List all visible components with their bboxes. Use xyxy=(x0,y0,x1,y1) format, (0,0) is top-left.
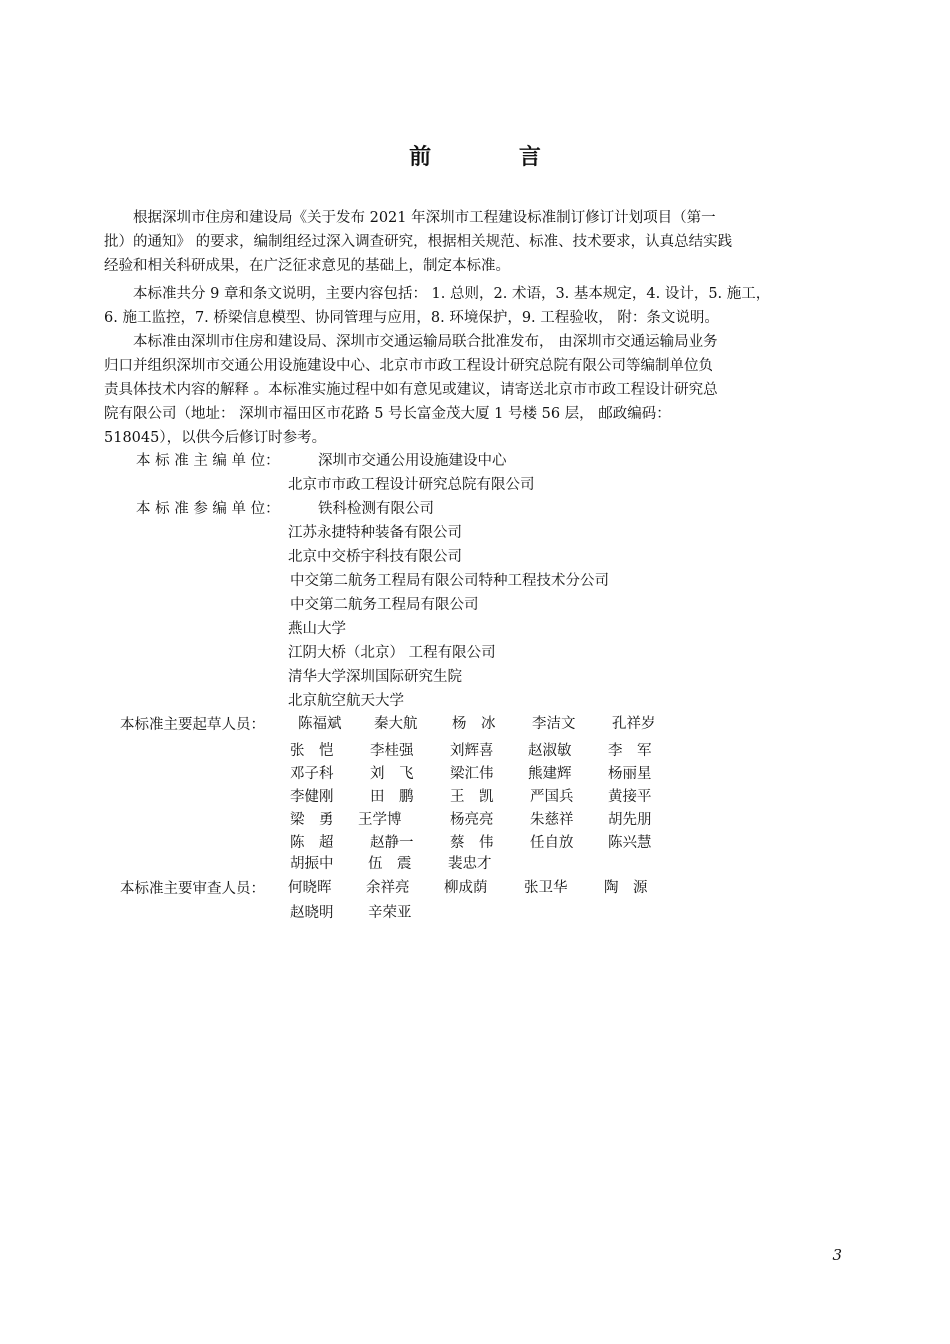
drafters-row xyxy=(290,809,652,832)
participating-unit: 铁科检测有限公司 xyxy=(318,501,434,517)
person-name: 蔡 伟 xyxy=(450,835,494,851)
paragraph-1 xyxy=(104,206,846,278)
drafters-row xyxy=(298,713,656,736)
page-number: 3 xyxy=(832,1246,842,1264)
person-name: 梁汇伟 xyxy=(450,766,494,782)
person-name: 王 凯 xyxy=(450,789,494,805)
person-name: 李洁文 xyxy=(532,716,576,732)
participating-unit: 清华大学深圳国际研究生院 xyxy=(288,669,462,685)
drafters-row xyxy=(290,763,652,786)
paragraph-line: 本标准共分 9 章和条文说明，主要内容包括： 1. 总则，2. 术语，3. 基本规定，4. 设计，5. 施工， xyxy=(133,286,771,302)
person-name: 陶 源 xyxy=(604,880,648,896)
participating-unit: 北京航空航天大学 xyxy=(288,693,404,709)
paragraph-line: 6. 施工监控，7. 桥梁信息模型、协同管理与应用，8. 环境保护，9. 工程验收， 附：条文说明。 xyxy=(104,310,719,326)
reviewers-label: 本标准主要审查人员： xyxy=(120,881,265,897)
participating-units-label: 本 标 准 参 编 单 位： xyxy=(136,501,280,517)
person-name: 任自放 xyxy=(530,835,574,851)
person-name: 严国兵 xyxy=(530,789,574,805)
person-name: 邓子科 xyxy=(290,766,334,782)
chief-units-label: 本 标 准 主 编 单 位： xyxy=(136,453,280,469)
person-name: 刘 飞 xyxy=(370,766,414,782)
person-name: 黄接平 xyxy=(608,789,652,805)
participating-unit: 燕山大学 xyxy=(288,621,346,637)
paragraph-line: 责具体技术内容的解释 。本标准实施过程中如有意见或建议，请寄送北京市市政工程设计研究总 xyxy=(104,382,718,398)
paragraph-line: 本标准由深圳市住房和建设局、深圳市交通运输局联合批准发布， 由深圳市交通运输局业务 xyxy=(133,334,718,350)
person-name: 张卫华 xyxy=(524,880,568,896)
drafters-row xyxy=(290,740,652,763)
reviewers-row xyxy=(290,902,412,925)
person-name: 赵淑敏 xyxy=(528,743,572,759)
person-name: 朱慈祥 xyxy=(530,812,574,828)
person-name: 何晓晖 xyxy=(288,880,332,896)
person-name: 杨亮亮 xyxy=(450,812,494,828)
person-name: 李桂强 xyxy=(370,743,414,759)
page-title: 前 言 xyxy=(409,145,581,170)
chief-unit: 深圳市交通公用设施建设中心 xyxy=(318,453,507,469)
person-name: 余祥亮 xyxy=(366,880,410,896)
person-name: 赵晓明 xyxy=(290,905,334,921)
paragraph-3 xyxy=(104,330,846,450)
participating-unit: 中交第二航务工程局有限公司 xyxy=(290,597,479,613)
person-name: 孔祥岁 xyxy=(612,716,656,732)
paragraph-line: 根据深圳市住房和建设局《关于发布 2021 年深圳市工程建设标准制订修订计划项目（第一 xyxy=(133,210,716,226)
person-name: 赵静一 xyxy=(370,835,414,851)
person-name: 田 鹏 xyxy=(370,789,414,805)
paragraph-line: 批）的通知》 的要求，编制组经过深入调查研究，根据相关规范、标准、技术要求，认真总结实践 xyxy=(104,234,733,250)
drafters-row xyxy=(290,832,652,855)
chief-unit: 北京市市政工程设计研究总院有限公司 xyxy=(288,477,535,493)
person-name: 裴忠才 xyxy=(448,856,492,872)
person-name: 陈 超 xyxy=(290,835,334,851)
participating-unit: 江苏永捷特种装备有限公司 xyxy=(288,525,462,541)
drafters-label: 本标准主要起草人员： xyxy=(120,717,265,733)
paragraph-line: 518045），以供今后修订时参考。 xyxy=(104,430,327,446)
drafters-row xyxy=(290,786,652,809)
person-name: 陈兴慧 xyxy=(608,835,652,851)
person-name: 陈福斌 xyxy=(298,716,342,732)
person-name: 刘辉喜 xyxy=(450,743,494,759)
person-name: 李健刚 xyxy=(290,789,334,805)
person-name: 李 军 xyxy=(608,743,652,759)
person-name: 熊建辉 xyxy=(528,766,572,782)
participating-unit: 江阴大桥（北京） 工程有限公司 xyxy=(288,645,496,661)
person-name: 杨 冰 xyxy=(452,716,496,732)
participating-unit: 中交第二航务工程局有限公司特种工程技术分公司 xyxy=(290,573,609,589)
participating-unit: 北京中交桥宇科技有限公司 xyxy=(288,549,462,565)
person-name: 张 恺 xyxy=(290,743,334,759)
person-name: 辛荣亚 xyxy=(368,905,412,921)
person-name: 秦大航 xyxy=(374,716,418,732)
drafters-row xyxy=(290,853,492,876)
person-name: 胡振中 xyxy=(290,856,334,872)
paragraph-2 xyxy=(104,282,846,330)
paragraph-line: 院有限公司（地址： 深圳市福田区市花路 5 号长富金茂大厦 1 号楼 56 层， 邮政编码： xyxy=(104,406,671,422)
paragraph-line: 归口并组织深圳市交通公用设施建设中心、北京市市政工程设计研究总院有限公司等编制单位负 xyxy=(104,358,713,374)
person-name: 王学博 xyxy=(358,812,402,828)
person-name: 伍 震 xyxy=(368,856,412,872)
paragraph-line: 经验和相关科研成果，在广泛征求意见的基础上，制定本标准。 xyxy=(104,258,510,274)
reviewers-row xyxy=(288,877,648,900)
person-name: 梁 勇 xyxy=(290,812,334,828)
person-name: 胡先朋 xyxy=(608,812,652,828)
person-name: 杨丽星 xyxy=(608,766,652,782)
person-name: 柳成荫 xyxy=(444,880,488,896)
